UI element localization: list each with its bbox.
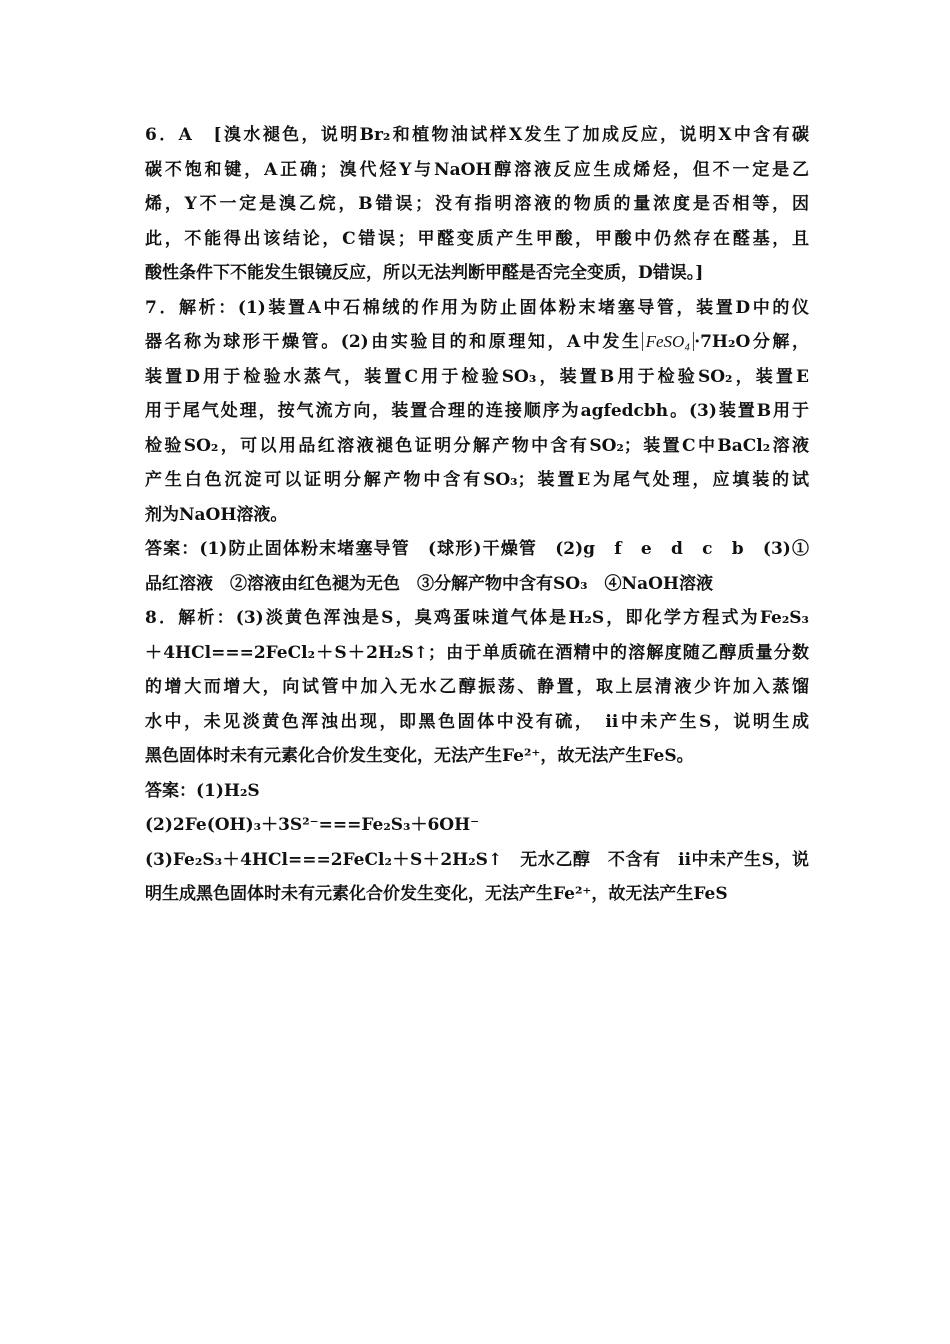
q8-paragraph (145, 601, 809, 912)
formula-feso4: FeSO₄ (642, 332, 695, 351)
q7-line: 用于尾气处理，按气流方向，装置合理的连接顺序为agfedcbh。(3)装置B用于 (145, 401, 809, 421)
q7-line: 7．解析：(1)装置A中石棉绒的作用为防止固体粉末堵塞导管，装置D中的仪 (145, 297, 809, 318)
q7-line-text: ·7H₂O分解， (694, 332, 809, 352)
q7-line: 产生白色沉淀可以证明分解产物中含有SO₃；装置E为尾气处理，应填装的试 (145, 470, 809, 490)
q7-line-text: 器名称为球形干燥管。(2)由实验目的和原理知，A中发生 (145, 332, 642, 352)
q8-line: ＋4HCl===2FeCl₂＋S＋2H₂S↑；由于单质硫在酒精中的溶解度随乙醇质量分数 (145, 642, 809, 663)
q6-line: 6．A [溴水褪色，说明Br₂和植物油试样X发生了加成反应，说明X中含有碳 (145, 125, 809, 145)
q8-line: 黑色固体时未有元素化合价发生变化，无法产生Fe²⁺，故无法产生FeS。 (145, 746, 694, 766)
q6-line: 此，不能得出该结论，C错误；甲醛变质产生甲酸，甲酸中仍然存在醛基，且 (145, 228, 809, 249)
q6-paragraph (145, 118, 809, 291)
q8-answer-line: (2)2Fe(OH)₃＋3S²⁻===Fe₂S₃＋6OH⁻ (145, 815, 480, 835)
q7-paragraph (145, 291, 809, 602)
q6-line: 烯，Y不一定是溴乙烷，B错误；没有指明溶液的物质的量浓度是否相等，因 (145, 194, 809, 214)
q8-line: 的增大而增大，向试管中加入无水乙醇振荡、静置，取上层清液少许加入蒸馏 (145, 677, 809, 697)
q8-answer-line: (3)Fe₂S₃＋4HCl===2FeCl₂＋S＋2H₂S↑ 无水乙醇 不含有 ⅱ中未产生S，说 (145, 849, 809, 870)
q7-answer-line: 答案：(1)防止固体粉末堵塞导管 (球形)干燥管 (2)g f e d c b (3)① (145, 539, 809, 559)
q8-answer-line: 答案：(1)H₂S (145, 780, 260, 801)
q7-line: 装置D用于检验水蒸气，装置C用于检验SO₃，装置B用于检验SO₂，装置E (145, 366, 809, 387)
q6-line: 酸性条件下不能发生银镜反应，所以无法判断甲醛是否完全变质，D错误。] (145, 263, 704, 283)
q7-line (145, 325, 809, 360)
q7-line: 检验SO₂，可以用品红溶液褪色证明分解产物中含有SO₂；装置C中BaCl₂溶液 (145, 435, 809, 456)
q7-line: 剂为NaOH溶液。 (145, 504, 288, 525)
q7-answer-line: 品红溶液 ②溶液由红色褪为无色 ③分解产物中含有SO₃ ④NaOH溶液 (145, 573, 713, 594)
q8-line: 8．解析：(3)淡黄色浑浊是S，臭鸡蛋味道气体是H₂S，即化学方程式为Fe₂S₃ (145, 608, 809, 628)
q8-line: 水中，未见淡黄色浑浊出现，即黑色固体中没有硫， ⅱ中未产生S，说明生成 (145, 711, 809, 732)
q6-line: 碳不饱和键，A正确；溴代烃Y与NaOH醇溶液反应生成烯烃，但不一定是乙 (145, 159, 809, 180)
q8-answer-line: 明生成黑色固体时未有元素化合价发生变化，无法产生Fe²⁺，故无法产生FeS (145, 884, 728, 904)
document-body (145, 118, 809, 912)
